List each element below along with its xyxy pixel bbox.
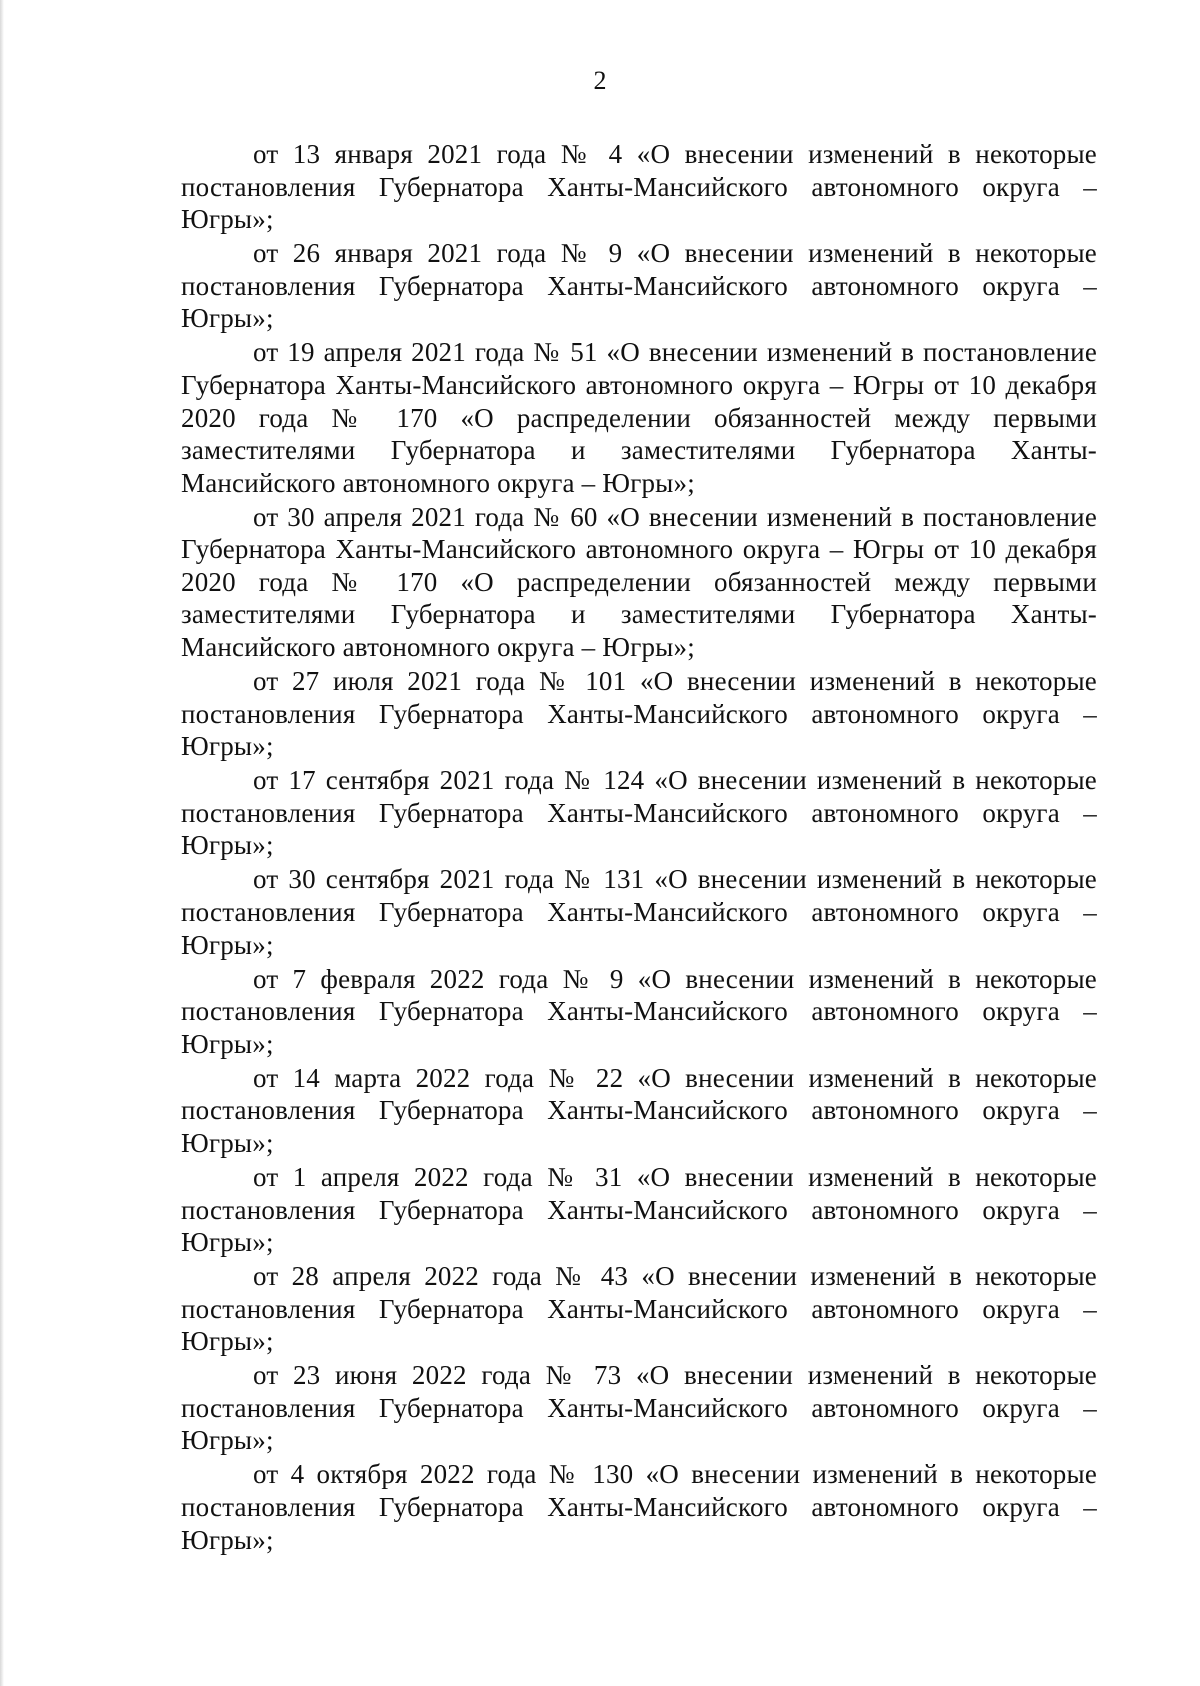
list-item: от 26 января 2021 года № 9 «О внесении изменений в некоторые постановления Губернатора Ханты-Мансийского автономного округа – Югры»; [181,238,1097,334]
list-item: от 4 октября 2022 года № 130 «О внесении изменений в некоторые постановления Губернатора Ханты-Мансийского автономного округа – Югры»; [181,1459,1097,1555]
list-item: от 30 апреля 2021 года № 60 «О внесении изменений в постановление Губернатора Ханты-Мансийского автономного округа – Югры от 10 декабря 2020 года № 170 «О распределении обязанностей между первыми заместителями Губернатора и заместителями Губернатора Ханты-Мансийского автономного округа – Югры»; [181,501,1097,663]
document-body [181,138,1097,1558]
page-number: 2 [593,66,607,95]
scan-edge [0,0,4,1686]
list-item: от 17 сентября 2021 года № 124 «О внесении изменений в некоторые постановления Губернатора Ханты-Мансийского автономного округа – Югры»; [181,765,1097,861]
list-item: от 28 апреля 2022 года № 43 «О внесении изменений в некоторые постановления Губернатора Ханты-Мансийского автономного округа – Югры»; [181,1261,1097,1357]
list-item: от 14 марта 2022 года № 22 «О внесении изменений в некоторые постановления Губернатора Ханты-Мансийского автономного округа – Югры»; [181,1062,1097,1158]
list-item: от 1 апреля 2022 года № 31 «О внесении изменений в некоторые постановления Губернатора Ханты-Мансийского автономного округа – Югры»; [181,1161,1097,1258]
list-item: от 27 июля 2021 года № 101 «О внесении изменений в некоторые постановления Губернатора Ханты-Мансийского автономного округа – Югры»; [181,666,1097,762]
list-item: от 23 июня 2022 года № 73 «О внесении изменений в некоторые постановления Губернатора Ханты-Мансийского автономного округа – Югры»; [181,1360,1097,1456]
list-item: от 7 февраля 2022 года № 9 «О внесении изменений в некоторые постановления Губернатора Ханты-Мансийского автономного округа – Югры»; [181,963,1097,1059]
list-item: от 30 сентября 2021 года № 131 «О внесении изменений в некоторые постановления Губернатора Ханты-Мансийского автономного округа – Югры»; [181,864,1097,960]
list-item: от 13 января 2021 года № 4 «О внесении изменений в некоторые постановления Губернатора Ханты-Мансийского автономного округа – Югры»; [181,139,1097,235]
list-item: от 19 апреля 2021 года № 51 «О внесении изменений в постановление Губернатора Ханты-Мансийского автономного округа – Югры от 10 декабря 2020 года № 170 «О распределении обязанностей между первыми заместителями Губернатора и заместителями Губернатора Ханты-Мансийского автономного округа – Югры»; [181,337,1097,498]
